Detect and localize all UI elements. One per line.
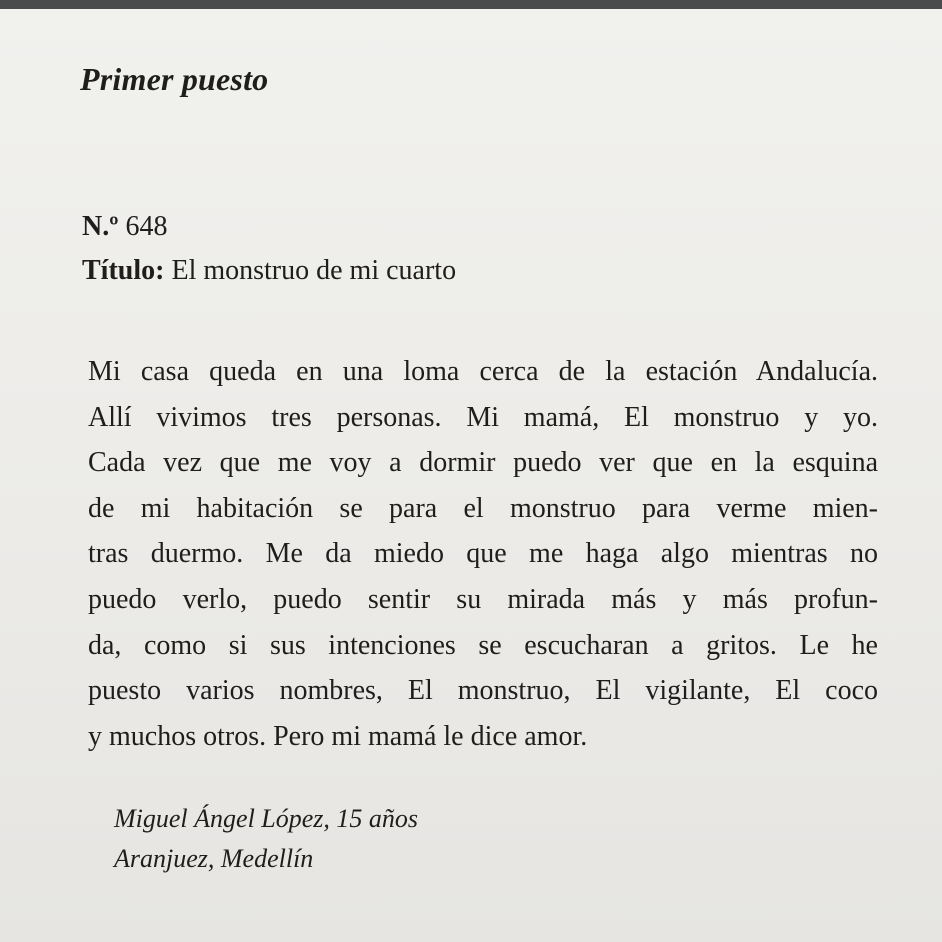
book-page (0, 9, 942, 942)
story-line: puedo verlo, puedo sentir su mirada más y más profun- (88, 583, 878, 615)
story-body (88, 349, 878, 759)
entry-title (82, 249, 456, 293)
story-line: da, como si sus intenciones se escucharan a gritos. Le he (88, 629, 878, 661)
story-line: y muchos otros. Pero mi mamá le dice amor. (88, 720, 588, 752)
story-line: tras duermo. Me da miedo que me haga algo mientras no (88, 538, 878, 570)
entry-title-value: El monstruo de mi cuarto (171, 255, 457, 286)
entry-number (82, 205, 167, 249)
entry-number-label: N.º (82, 211, 119, 242)
top-border (0, 0, 942, 9)
story-line: Cada vez que me voy a dormir puedo ver que en la esquina (88, 447, 878, 479)
entry-title-label: Título: (82, 255, 165, 286)
section-title: Primer puesto (80, 61, 269, 97)
author-location: Aranjuez, Medellín (114, 844, 314, 873)
story-line: de mi habitación se para el monstruo para verme mien- (88, 492, 878, 524)
entry-number-value: 648 (125, 211, 168, 242)
story-line: puesto varios nombres, El monstruo, El vigilante, El coco (88, 675, 878, 707)
story-line: Allí vivimos tres personas. Mi mamá, El monstruo y yo. (88, 401, 878, 433)
author-name-age: Miguel Ángel López, 15 años (114, 804, 419, 833)
story-line: Mi casa queda en una loma cerca de la estación Andalucía. (88, 356, 878, 387)
author-signature (114, 799, 418, 879)
